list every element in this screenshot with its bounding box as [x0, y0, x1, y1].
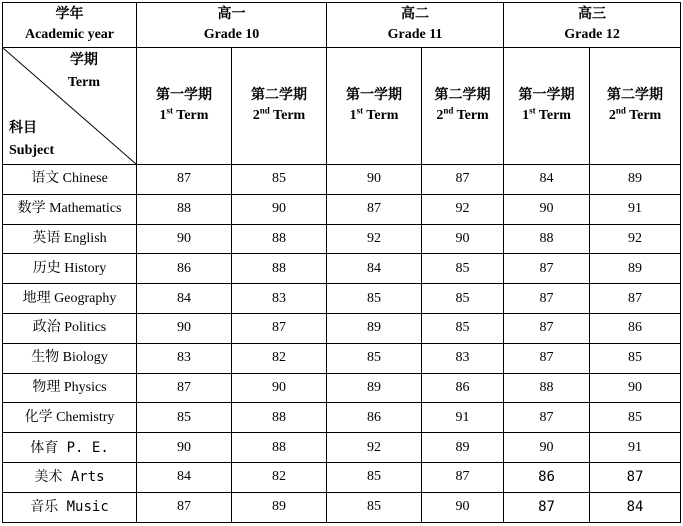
term-number: 2	[608, 108, 616, 123]
term-number: 2	[436, 108, 444, 123]
table-row	[3, 254, 681, 284]
subject-cell: 体育 P. E.	[3, 433, 137, 463]
corner-term-label	[68, 50, 100, 94]
score-cell: 88	[232, 403, 327, 433]
academic-year-header	[3, 3, 137, 48]
subject-cell: 地理 Geography	[3, 284, 137, 314]
subject-cn: 科目	[9, 121, 37, 136]
term-word: Term	[269, 108, 306, 123]
term-row	[3, 48, 681, 165]
term-word: Term	[453, 108, 489, 123]
score-cell: 85	[590, 403, 681, 433]
score-cell: 87	[137, 373, 232, 403]
subject-cell: 化学 Chemistry	[3, 403, 137, 433]
score-cell: 86	[504, 462, 590, 492]
score-cell: 85	[590, 343, 681, 373]
subject-cell: 音乐 Music	[3, 492, 137, 522]
subject-cell: 英语 English	[3, 224, 137, 254]
subject-cell: 数学 Mathematics	[3, 194, 137, 224]
score-cell: 85	[327, 462, 422, 492]
term-header-en	[327, 106, 421, 126]
score-cell: 90	[232, 194, 327, 224]
score-cell: 88	[232, 224, 327, 254]
score-cell: 85	[327, 492, 422, 522]
term-word: Term	[625, 108, 662, 123]
score-cell: 88	[504, 224, 590, 254]
table-row	[3, 224, 681, 254]
score-cell: 90	[137, 313, 232, 343]
score-cell: 91	[590, 194, 681, 224]
score-cell: 89	[422, 433, 504, 463]
score-cell: 87	[504, 284, 590, 314]
score-cell: 90	[232, 373, 327, 403]
score-cell: 82	[232, 343, 327, 373]
term-header-en	[422, 106, 503, 126]
table-row	[3, 313, 681, 343]
score-cell: 83	[232, 284, 327, 314]
score-cell: 85	[327, 284, 422, 314]
score-cell: 91	[590, 433, 681, 463]
term-header-en	[137, 106, 231, 126]
score-cell: 89	[327, 373, 422, 403]
table-row	[3, 373, 681, 403]
score-cell: 87	[232, 313, 327, 343]
score-cell: 87	[590, 462, 681, 492]
score-cell: 85	[137, 403, 232, 433]
score-cell: 87	[504, 254, 590, 284]
table-row	[3, 462, 681, 492]
score-cell: 89	[232, 492, 327, 522]
term-header-en	[232, 106, 326, 126]
score-cell: 85	[327, 343, 422, 373]
term-header-grade-12-term-2	[590, 48, 681, 165]
grade-11-en: Grade 11	[387, 27, 443, 42]
score-cell: 87	[590, 284, 681, 314]
score-cell: 87	[504, 343, 590, 373]
score-cell: 88	[232, 433, 327, 463]
term-header-en	[504, 106, 589, 126]
term-en: Term	[67, 75, 100, 90]
term-header-grade-10-term-1	[137, 48, 232, 165]
grade-11-header	[327, 3, 504, 48]
score-cell: 85	[422, 313, 504, 343]
score-cell: 89	[590, 165, 681, 195]
term-header-grade-11-term-1	[327, 48, 422, 165]
score-cell: 87	[504, 313, 590, 343]
score-cell: 84	[590, 492, 681, 522]
academic-year-en: Academic year	[24, 27, 115, 42]
subject-cell: 美术 Arts	[3, 462, 137, 492]
score-cell: 89	[590, 254, 681, 284]
score-cell: 89	[327, 313, 422, 343]
score-cell: 90	[422, 224, 504, 254]
grade-12-en: Grade 12	[564, 27, 620, 42]
score-cell: 85	[422, 254, 504, 284]
term-word: Term	[173, 108, 209, 123]
score-cell: 83	[137, 343, 232, 373]
term-header-en	[590, 106, 680, 126]
score-cell: 87	[137, 165, 232, 195]
term-word: Term	[535, 108, 571, 123]
term-header-grade-10-term-2	[232, 48, 327, 165]
score-cell: 88	[232, 254, 327, 284]
term-header-cn: 第二学期	[251, 88, 307, 103]
score-cell: 85	[422, 284, 504, 314]
score-cell: 87	[504, 403, 590, 433]
corner-subject-label	[9, 118, 54, 162]
subject-cell: 生物 Biology	[3, 343, 137, 373]
score-cell: 84	[137, 462, 232, 492]
term-ordinal-suffix: st	[356, 105, 364, 116]
subject-en: Subject	[9, 143, 55, 158]
grade-transcript-table	[2, 2, 681, 523]
score-cell: 87	[137, 492, 232, 522]
score-cell: 84	[327, 254, 422, 284]
subject-cell: 语文 Chinese	[3, 165, 137, 195]
term-header-grade-11-term-2	[422, 48, 504, 165]
score-cell: 86	[422, 373, 504, 403]
score-cell: 92	[422, 194, 504, 224]
academic-year-cn: 学年	[55, 7, 84, 22]
grade-10-en: Grade 10	[203, 27, 260, 42]
score-cell: 92	[327, 224, 422, 254]
score-cell: 90	[137, 433, 232, 463]
term-number: 1	[159, 108, 167, 123]
score-cell: 90	[327, 165, 422, 195]
grade-12-header	[504, 3, 681, 48]
grade-10-cn: 高一	[217, 7, 246, 22]
term-number: 1	[349, 108, 357, 123]
score-cell: 92	[590, 224, 681, 254]
table-row	[3, 492, 681, 522]
score-cell: 91	[422, 403, 504, 433]
subject-cell: 物理 Physics	[3, 373, 137, 403]
term-ordinal-suffix: st	[166, 105, 174, 116]
score-cell: 84	[137, 284, 232, 314]
grade-11-cn: 高二	[401, 7, 430, 22]
table-row	[3, 284, 681, 314]
grade-10-header	[137, 3, 327, 48]
score-cell: 84	[504, 165, 590, 195]
table-row	[3, 403, 681, 433]
score-cell: 87	[504, 492, 590, 522]
score-cell: 87	[422, 165, 504, 195]
term-header-cn: 第二学期	[607, 88, 664, 103]
score-cell: 90	[504, 433, 590, 463]
score-cell: 90	[422, 492, 504, 522]
term-header-grade-12-term-1	[504, 48, 590, 165]
term-cn: 学期	[69, 53, 98, 68]
corner-header-cell	[3, 48, 137, 165]
score-cell: 86	[327, 403, 422, 433]
term-header-cn: 第一学期	[518, 88, 575, 103]
score-cell: 90	[137, 224, 232, 254]
score-cell: 88	[504, 373, 590, 403]
score-cell: 88	[137, 194, 232, 224]
subject-cell: 政治 Politics	[3, 313, 137, 343]
term-header-cn: 第一学期	[346, 88, 403, 103]
grade-12-cn: 高三	[578, 7, 607, 22]
score-cell: 85	[232, 165, 327, 195]
term-ordinal-suffix: nd	[443, 105, 454, 116]
score-cell: 86	[590, 313, 681, 343]
score-cell: 90	[590, 373, 681, 403]
academic-year-row	[3, 3, 681, 48]
table-row	[3, 433, 681, 463]
term-header-cn: 第一学期	[156, 88, 212, 103]
score-cell: 87	[327, 194, 422, 224]
table-row	[3, 165, 681, 195]
table-row	[3, 343, 681, 373]
score-cell: 92	[327, 433, 422, 463]
term-ordinal-suffix: nd	[259, 105, 270, 116]
term-number: 1	[522, 108, 530, 123]
term-header-cn: 第二学期	[434, 88, 491, 103]
term-number: 2	[252, 108, 260, 123]
term-word: Term	[363, 108, 399, 123]
score-cell: 83	[422, 343, 504, 373]
score-cell: 86	[137, 254, 232, 284]
score-cell: 82	[232, 462, 327, 492]
term-ordinal-suffix: nd	[615, 105, 626, 116]
score-cell: 87	[422, 462, 504, 492]
score-cell: 90	[504, 194, 590, 224]
term-ordinal-suffix: st	[529, 105, 536, 116]
table-row	[3, 194, 681, 224]
subject-cell: 历史 History	[3, 254, 137, 284]
